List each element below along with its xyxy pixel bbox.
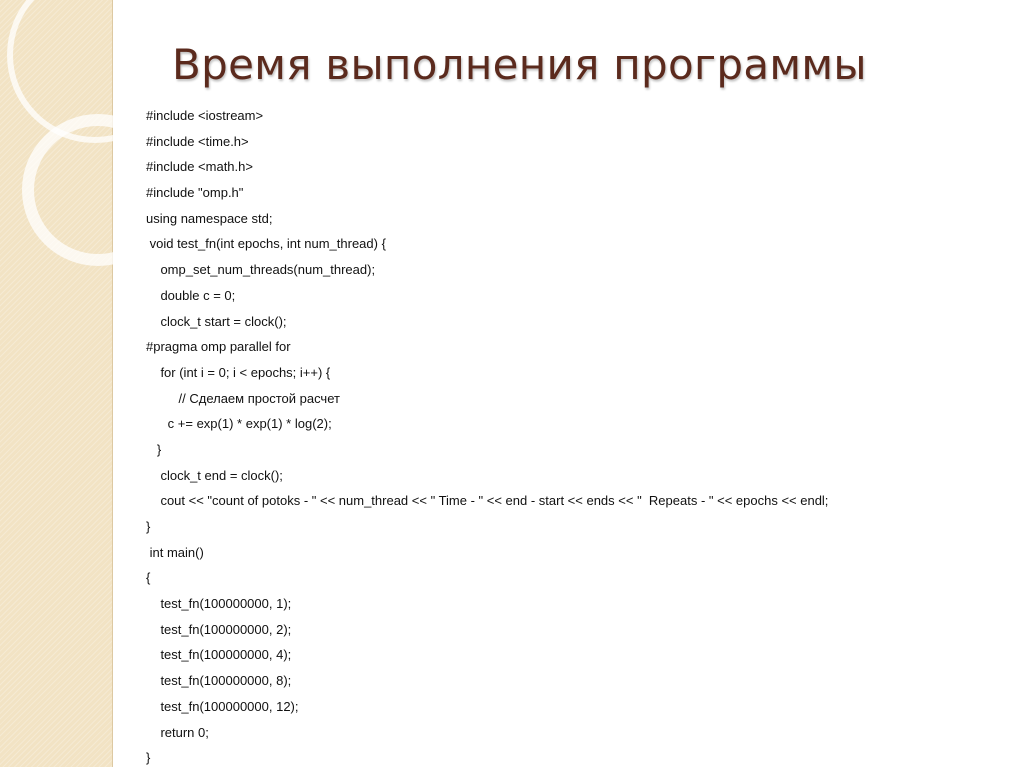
- code-line: c += exp(1) * exp(1) * log(2);: [146, 416, 332, 432]
- code-line: test_fn(100000000, 1);: [146, 596, 292, 612]
- code-line: for (int i = 0; i < epochs; i++) {: [146, 364, 331, 380]
- code-line: test_fn(100000000, 4);: [146, 647, 292, 663]
- code-line: {: [146, 570, 151, 586]
- code-line: test_fn(100000000, 12);: [146, 698, 299, 714]
- code-line: test_fn(100000000, 2);: [146, 621, 292, 637]
- code-line: }: [146, 750, 151, 766]
- code-line: }: [146, 519, 151, 534]
- code-line: cout << "count of potoks - " << num_thread << " Time - " << end - start << ends << " Repeats - " << epochs << endl;: [146, 493, 829, 509]
- code-line: return 0;: [146, 724, 209, 740]
- code-line: #pragma omp parallel for: [146, 339, 291, 355]
- code-line: void test_fn(int epochs, int num_thread) {: [146, 236, 386, 252]
- code-block: [146, 103, 828, 767]
- code-line: #include "omp.h": [146, 185, 244, 201]
- code-line: #include <iostream>: [146, 108, 264, 123]
- code-line: clock_t end = clock();: [146, 467, 283, 483]
- code-line: int main(): [146, 544, 204, 560]
- code-line: #include <math.h>: [146, 159, 253, 175]
- code-line: // Сделаем простой расчет: [146, 390, 340, 406]
- code-line: test_fn(100000000, 8);: [146, 673, 292, 689]
- code-line: omp_set_num_threads(num_thread);: [146, 262, 376, 278]
- slide-title: Время выполнения программы: [172, 40, 867, 89]
- code-line: }: [146, 441, 162, 457]
- code-line: using namespace std;: [146, 210, 273, 226]
- code-line: clock_t start = clock();: [146, 313, 287, 329]
- code-line: #include <time.h>: [146, 133, 249, 149]
- code-line: double c = 0;: [146, 287, 236, 303]
